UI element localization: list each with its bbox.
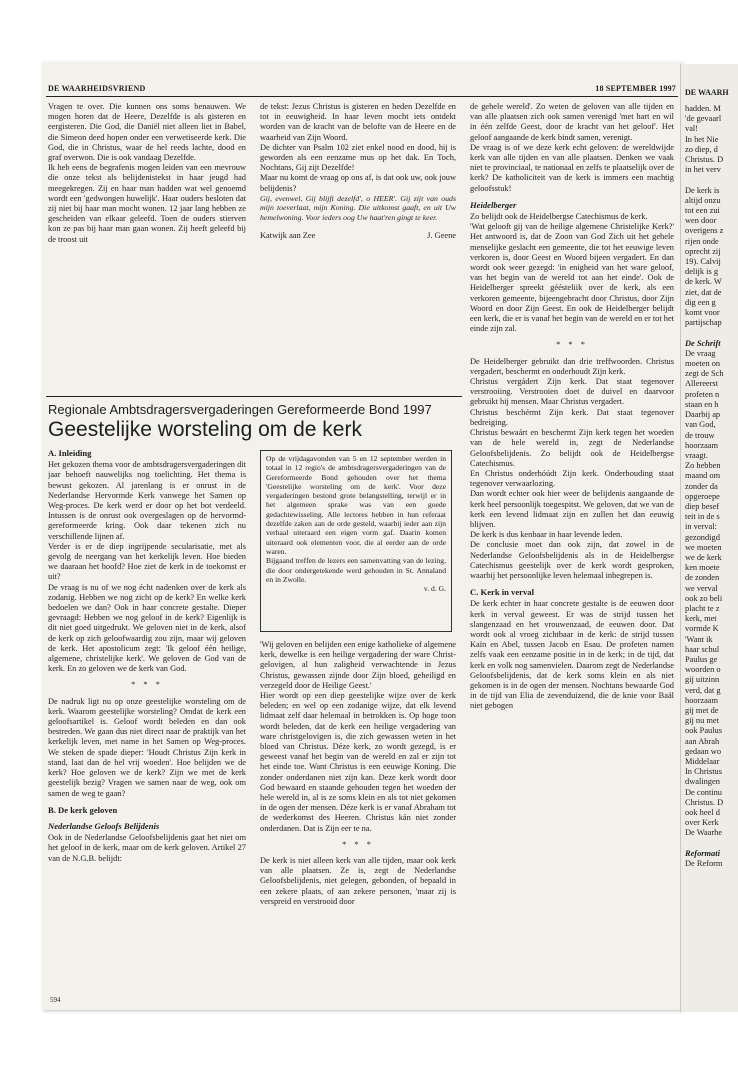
next-page-line: van God, [685,420,716,430]
paragraph: De kerk is dus kenbaar in haar levende leden. [470,530,623,540]
paragraph: De nadruk ligt nu op onze geestelijke worsteling om de kerk. Waarom geestelijke worsteling? Omdat de kerk een geloofsartikel is. Geloof wordt beleden en dan ook bestreden. We gaan dus niet direct naar de praktijk van het kerkelijk leven, met name in het Samen op Weg-proces. We steken de spade dieper: 'Houdt Christus Zijn kerk in stand, laat dan de hel vrij woeden'. Hoe belijden we de kerk? Hoe geloven we de kerk? Zijn we met de kerk geestelijk bezig? Vragen we samen naar de weg, ook om samen de weg te gaan? [48,696,246,798]
next-page-line: ziet, dat de [685,287,722,297]
paragraph: de gehele wereld'. Zo weten de geloven van alle tijden en van alle plaatsen zich ook samen verenigd 'met hart en wil in één zelfde Geest, door de kracht van het geloof'. Het geloof aangaande de kerk bindt samen, verenigt. [470,102,674,142]
paragraph: Christus beschérmt Zijn kerk. Dat staat tegenover bedreiging. [470,407,674,427]
article-column-2 [260,640,456,990]
next-page-line: val! [685,124,699,134]
next-page-line: Christus. D [685,797,724,807]
next-page-line: altijd onzu [685,195,721,205]
paragraph: Het gekozen thema voor de ambtsdragersvergaderingen dit jaar behoeft nauwelijks nog toelichting. Het thema is bewust gekozen. Al jarenlang is er onrust in de Nederlandse Hervormde Kerk vanwege het Samen op Weg-proces. De kerk werd er door op het bot verdeeld. Intussen is de onrust ook overgeslagen op de hervormd-gereformeerde kring. Ook daar tekenen zich nu verschillende lijnen af. [48,460,246,541]
next-page-line: 'Want ik [685,634,713,644]
top-column-1 [48,102,246,392]
next-page-line: haar schul [685,644,720,654]
next-page-line: de kerk. W [685,277,722,287]
paragraph: Dan wordt echter ook hier weer de belijdenis aangaande de kerk heel persoonlijk toegespitst. We geloven, dat we van de kerk een levend lidmaat zijn en zullen het dan eeuwig blijven. [470,489,674,529]
next-page-line: gij nu met [685,716,719,726]
section-divider: * * * [342,839,374,849]
next-page-line: hadden. M [685,104,721,113]
next-page-line: De vraag [685,348,716,358]
subheading-heidelberger: Heidelberger [470,199,517,210]
next-page-line [685,328,738,338]
next-page-line: diep besef [685,501,720,511]
paragraph: Christus vergádert Zijn kerk. Dat staat tegenover verstrooiing. Verstrooien doet de duivel en daarvoor gebruikt hij mensen. Maar Christus vergadert. [470,377,674,407]
paragraph: Hier wordt op een diep geestelijke wijze over de kerk beleden; en wel op een zodanige wijze, dat elk levend lidmaat zelf daar helemaal in betrokken is. Op hoge toon wordt beleden, dat de kerk een heilige vergadering van ware christgelovigen is, die zich gewassen weten in het bloed van Christus. Déze kerk, zo wordt gezegd, is er geweest vanaf het begin van de wereld en zal er zijn tot het einde toe. Want Christus is een eeuwige Koning. Die zonder onderdanen niet zijn kan. Deze kerk wordt door God bewaard en staande gehouden tegen het woeden der hele wereld in, al is ze soms klein en als tot niet gekomen in de ogen der mensen. Déze kerk is er vanaf Abraham tot de wederkomst des Heeren. Christus kán niet zonder onderdanen. Dat is Zijn eer te na. [260,691,456,833]
next-page-line: aan Abrah [685,736,720,746]
next-page-line: over Kerk [685,818,719,828]
paragraph: En Christus onderhóúdt Zijn kerk. Onderhouding staat tegenover verwaarlozing. [470,468,674,489]
paragraph: Zo belijdt ook de Heidelbergse Catechismus de kerk. [470,212,648,222]
next-page-line: placht te z [685,603,720,613]
section-b-heading: B. De kerk geloven [48,804,118,815]
paragraph: Christus bewaárt en beschermt Zijn kerk tegen het woeden van de hele wereld in, zegt de Nederlandse Geloofsbelijdenis. Zo belijdt ook de Heidelbergse Catechismus. [470,428,674,468]
next-page-line: dwalingen [685,777,720,787]
article-kicker: Regionale Ambtsdragersvergaderingen Gereformeerde Bond 1997 [48,402,432,417]
next-page-line: delijk is g [685,267,719,277]
box-text: Op de vrijdagavonden van 5 en 12 september werden in totaal in 12 regio's de ambtsdragersvergaderingen van de Gereformeerde Bond gehouden over het thema 'Geestelijke worsteling om de kerk'. Voor deze vergaderingen bestond grote belangstelling, terwijl er in het algemeen sprake was van een goede gedachtewisseling. Alle lectores hebben in hun referaat dezelfde zaken aan de orde gesteld, waarbij ieder aan zijn verhaal uiteraard een eigen vorm gaf. Daarin komen uiteraard ook elementen voor, die al eerder aan de orde waren. [266,454,446,556]
signature-name: J. Geene [427,230,456,240]
next-page-line: vormde K [685,624,719,634]
next-page-line: we verval [685,583,718,593]
paragraph: 'Wij geloven en belijden een enige katholieke of algemene kerk, dewelke is een heilige vergadering der ware Christ-gelovigen, al hun zaligheid verwachtende in Jezus Christus, gewassen zijnde door Zijn bloed, geheiligd en verzegeld door de Heilige Geest.' [260,640,456,690]
header-rule [46,96,678,97]
next-page-line: in verval: [685,522,717,532]
next-page-line: teit in de s [685,512,720,522]
article-headline: Geestelijke worsteling om de kerk [48,418,362,441]
next-page-line: moeten on [685,359,721,369]
paragraph: Maar nu komt de vraag op ons af, is dat ook uw, ook jouw belijdenis? [260,173,456,193]
next-page-line: overigens z [685,226,724,236]
next-page-line: ook zo beli [685,593,723,603]
next-page-line: kerk, met [685,614,717,624]
section-c-heading: C. Kerk in verval [470,587,534,598]
paragraph: De conclusie moet dan ook zijn, dat zowel in de Nederlandse Geloofsbelijdenis als in de Heidelbergse Catechismus geestelijk over de kerk wordt gesproken, waarbij het persoonlijke leven helemaal inbegrepen is. [470,540,674,580]
paragraph: De vraag is of we deze kerk echt geloven: de wereldwijde kerk van alle tijden en van alle plaatsen. Denken we vaak niet te provinciaal, te nationaal en zelfs te plaatselijk over de kerk? De katholiciteit van de kerk is immers een machtig geloofsstuk! [470,142,674,193]
next-page-line: komt voor [685,308,720,318]
next-page-column [685,104,738,869]
paragraph: Verder is er de diep ingrijpende secularisatie, met als gevolg de neergang van het kerkelijk leven. Hoe bieden we daaraan het hoofd? Hoe ziet de kerk in de toekomst er uit? [48,541,246,582]
next-page-line: oprecht zij [685,246,721,256]
paragraph: Ik heb eens de begrafenis mogen leiden van een mevrouw die onze tekst als belijdenistekst in haar jeugd had meegekregen. Zij en haar man hadden wat wel genoemd wordt een 'gedwongen huwelijk'. Haar ouders besloten dat zij niet bij haar man mocht wonen. 12 jaar lang hebben ze gescheiden van elkaar geleefd. Toen de ouders stierven kon ze pas bij haar man gaan wonen. Zij heeft geleefd bij de troost uit [48,163,246,244]
next-page-line: gezondigd [685,532,720,542]
signature [260,231,456,241]
next-page-header: DE WAARH [685,88,729,97]
paragraph: de tekst: Jezus Christus is gisteren en heden Dezelfde en tot in eeuwigheid. In haar leven mocht iets ontdekt worden van de kracht van de belofte van de Heere en de waarheid van Zijn Woord. [260,102,456,142]
next-page-line: hoorzaam [685,440,719,450]
psalm-quote: Gij, evenwel, Gij blijft dezelfd', o HEER'. Gij zijt van ouds mijn toeverlaat, mijn Koning. Die uitkomst gaaft, en uit Uw hemelwoning. Voor ieders oog Uw haat'ren gingt te keer. [260,193,456,223]
next-page-line: wen door [685,216,717,226]
signature-place: Katwijk aan Zee [260,230,316,240]
paragraph: 'Wat gelooft gij van de heilige algemene Christelijke Kerk?' Het antwoord is, dat de Zoon van God Zich uit het gehele menselijke geslacht een gemeente, die tot het eeuwige leven verkoren is, door Geest en Woord bijeen vergadert. En dan wordt ook weer gezegd: 'in enigheid van het ware geloof, van het begin van de wereld tot aan het einde'. Ook de Heidelberger spreekt géésteliik over de kerk, als een verkoren gemeente, bijeengebracht door Christus, door Zijn Woord en door Zijn Geest. En ook de Heidelberger belijdt een kerk, die er is vanaf het begin van de wereld en er tot het einde zijn zal. [470,222,674,334]
paragraph: De kerk echter in haar concrete gestalte is de eeuwen door kerk in verval geweest. Er was de strijd tussen het slangenzaad en het vrouwenzaad, de eeuwen door. Dat wordt ook al vroeg zichtbaar in de kerk: de strijd tussen Kaïn en Abel, tussen Jacob en Esau. De profeten namen zelfs vaak een eenzame positie in in de kerk; in de tijd, dat kerk en volk nog samenvielen. Daarom zegt de Nederlandse Geloofsbelijdenis, dat de kerk soms klein en als niet gekomen is in de ogen der mensen. Nochtans bewaarde God in de tijd van Elia de zevenduizend, die de knie voor Baäl niet gebogen [470,599,674,711]
article-column-1 [48,448,246,988]
next-page-line: Christus. D [685,155,724,165]
next-page-line: opgeroepe [685,491,720,501]
next-page-line: verd, dat g [685,685,721,695]
next-page-line: rijen onde [685,236,719,246]
paragraph: De kerk is niet alleen kerk van alle tijden, maar ook kerk van alle plaatsen. Ze is, zegt de Nederlandse Geloofsbelijdenis, niet gelegen, gebonden, of bepaald in een zekere plaats, of aan zekere personen, 'maar zij is verspreid en verstrooid door [260,856,456,906]
next-page-line: ook Paulus [685,726,722,736]
next-page-line: Paulus ge [685,654,718,664]
next-page-line: de trouw [685,430,715,440]
next-page-line: In Christus [685,767,722,777]
header-publication: DE WAARHEIDSVRIEND [48,84,146,93]
section-divider: * * * [556,340,588,350]
next-page-line: zo diep, d [685,144,718,154]
paragraph: Vragen te over. Die kunnen ons soms benauwen. We mogen horen dat de Heere, Dezelfde is als gisteren en eergisteren. Die God, die Daniël niet alleen liet in Babel, die Simeon deed hopen onder een verwetiseerde kerk. Die God, die in Christus, waar de hel reeds lachte, dood en graf overwon. Die is ook vandaag Dezelfde. [48,102,246,163]
subheading-ngb: Nederlandse Geloofs Belijdenis [48,820,160,831]
next-page-line: gij uitzinn [685,675,720,685]
next-page-line [685,175,738,185]
next-page-line: gij met de [685,705,719,715]
next-page-line: De Waarhe [685,828,723,838]
next-page-line: de zonden [685,573,720,583]
next-page-line: Middelaar [685,757,720,766]
next-page-line: in het verv [685,165,721,175]
next-page-line: De kerk is [685,185,720,195]
article-rule [46,396,462,397]
next-page-line [685,839,738,849]
next-page-line: dig een g [685,297,716,307]
next-page-line: 19). Calvij [685,257,721,267]
next-page-line: Allereerst [685,379,719,389]
next-page-line: 'de gevaarl [685,114,722,124]
next-page-line: Zo hebben [685,461,721,471]
next-page-line: staan en h [685,399,719,409]
paragraph: De Heidelberger gebruikt dan drie treffwoorden. Christus vergadert, beschermt en onderhoudt Zijn kerk. [470,356,674,376]
paragraph: Ook in de Nederlandse Geloofsbelijdenis gaat het niet om het geloof in de kerk, maar om de kerk geloven. Artikel 27 van de N.G.B. belijdt: [48,833,246,863]
next-page-line: vraagt. [685,450,709,460]
next-page-line: woorden o [685,665,721,675]
paragraph: De vraag is nu of we nog écht nadenken over de kerk als zodanig. Hebben we nog zicht op de kerk? En welke kerk bedoelen we dan? Ook in haar concrete gestalte. Dieper gevraagd: Hebben we nog geloof in de kerk? Eigenlijk is dit niet goed uitgedrukt. We geloven niet in de kerk, alsof de kerk op zich geloofwaardig zou zijn, maar wij geloven de kerk. Het apostolicum zegt: 'Ik geloof één heilige, algemene, christelijke kerk'. We geloven de God van de kerk. En zo geloven we de kerk van God. [48,582,246,674]
next-page-line: profeten n [685,389,720,399]
next-page-line: ook heel d [685,808,720,818]
section-divider: * * * [131,680,163,690]
next-page-line: maand om [685,471,721,481]
next-page-line: we moeten [685,542,722,552]
next-page-line: ken moete [685,563,720,573]
next-page-line: partijschap [685,318,722,328]
next-page-line: hoorzaam [685,695,719,705]
next-page-line: zonder da [685,481,718,491]
box-signature: v. d. G. [423,584,446,594]
page-number: 594 [50,996,61,1004]
header-date: 18 SEPTEMBER 1997 [595,84,676,93]
paragraph: De dichter van Psalm 102 ziet enkel nood en dood, hij is geworden als een eenzame mus op het dak. En Toch, Nochtans, Gij zijt Dezelfde! [260,142,456,173]
next-page-line: tot een zui [685,206,720,216]
next-page-line: De Schrift [685,338,721,348]
next-page-line: Reformati [685,848,720,858]
next-page-line: De Reform [685,859,723,869]
next-page-line: In het Nie [685,134,719,144]
intro-box [260,450,452,632]
next-page-line: zegt de Sch [685,369,724,379]
next-page-line: we de kerk [685,552,722,562]
right-column [470,102,674,992]
next-page-line: Daarbij ap [685,410,721,420]
box-text-2: Bijgaand treffen de lezers een samenvatting van de lezing, die door ondergetekende werd gehouden in St. Annaland en in Zwolle. [266,556,446,584]
next-page-edge [680,64,738,1012]
top-column-2 [260,102,456,392]
newspaper-page [42,62,682,1010]
next-page-line: gedaan wo [685,746,722,756]
next-page-line: De continu [685,787,722,797]
section-a-heading: A. Inleiding [48,448,92,458]
